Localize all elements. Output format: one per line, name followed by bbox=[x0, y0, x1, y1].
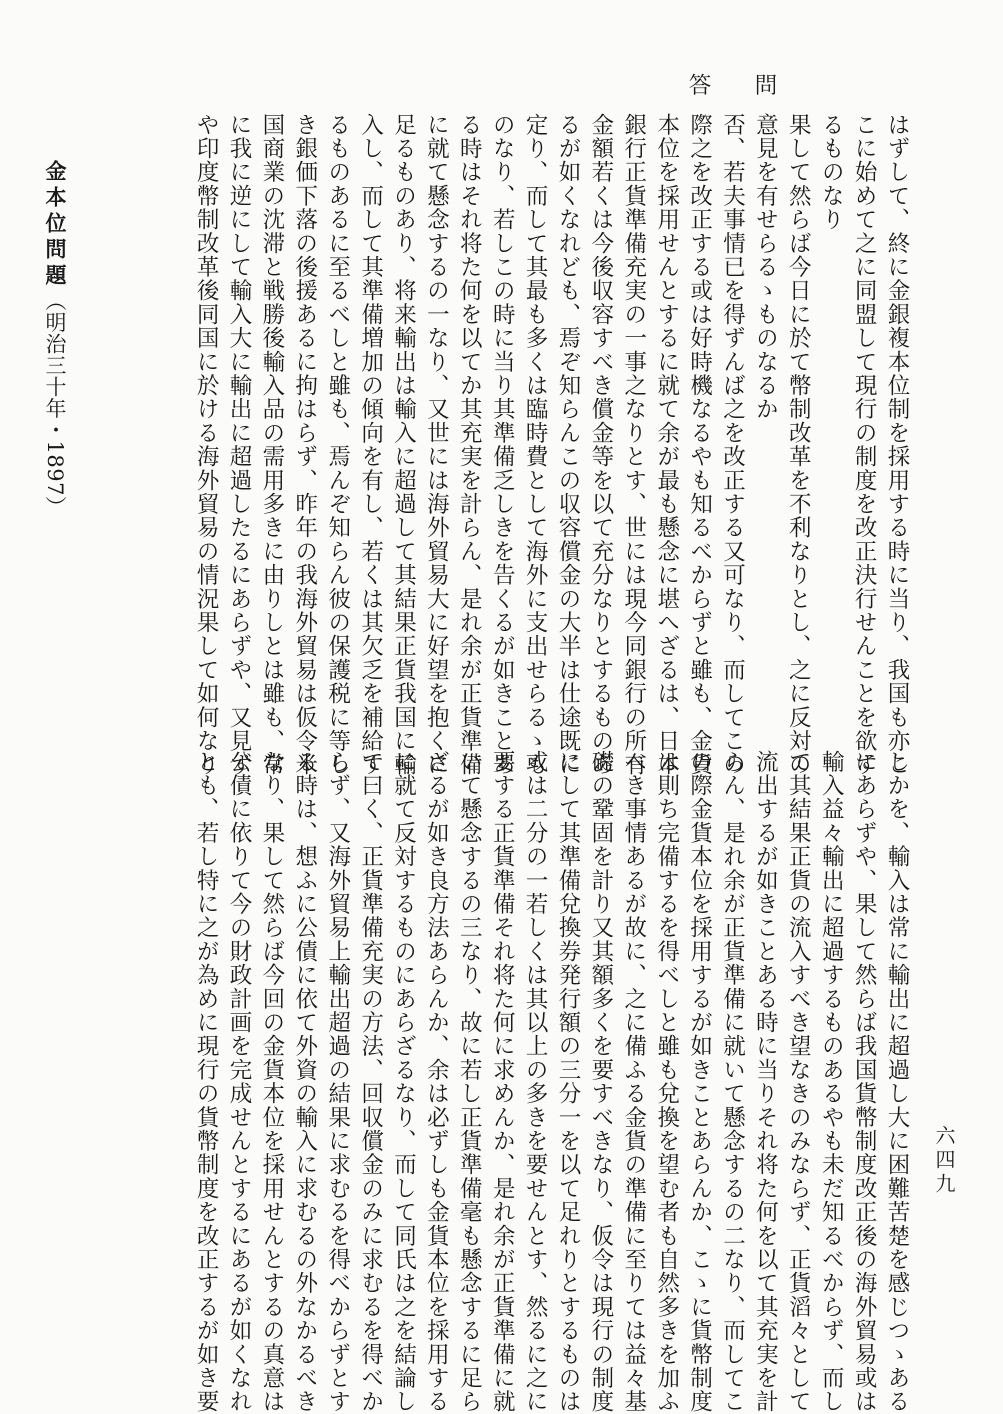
text-column: 意見を有せらるゝものなるか bbox=[752, 113, 779, 422]
text-column: る時は、想ふに公債に依て外資の輸入に求むるの外なかるべき bbox=[291, 750, 318, 1414]
text-column: るが如くなれども、焉ぞ知らんこの収容償金の大半は仕途既に bbox=[555, 113, 581, 777]
text-column: の際金貨本位を採用するが如きことあらんか、こゝに貨幣制度 bbox=[686, 750, 713, 1414]
text-column: こに始めて之に同盟して現行の制度を改正決行せんことを欲す bbox=[851, 113, 878, 777]
text-column: 銀行正貨準備充実の一事之なりとす、世には現今同銀行の所有 bbox=[620, 113, 647, 777]
text-column: のなり、若しこの時に当り其準備乏しきを告くるが如きことあ bbox=[489, 113, 516, 777]
question-label: 問 bbox=[751, 73, 777, 96]
text-column: らず、又海外貿易上輸出超過の結果に求むるを得べからずとす bbox=[324, 750, 351, 1414]
text-column: 定り、而して其最も多くは臨時費として海外に支出せらるゝも bbox=[522, 113, 549, 777]
text-column: 金額若くは今後収容すべき償金等を以て充分なりとするものあ bbox=[587, 113, 614, 777]
text-column: 果して然らば今日に於て幣制改革を不利なりとし、之に反対の bbox=[785, 113, 812, 777]
running-title bbox=[40, 160, 70, 517]
text-column: いて懸念するの三なり、故に若し正貨準備毫も懸念するに足ら bbox=[456, 750, 483, 1414]
text-column: べき事情あるが故に、之に備ふる金貨の準備に至りては益々基 bbox=[620, 750, 647, 1414]
text-column: とも、若し特に之が為めに現行の貨幣制度を改正するが如き要 bbox=[193, 750, 220, 1414]
text-column: て曰く、正貨準備充実の方法、回収償金のみに求むるを得べか bbox=[357, 750, 384, 1414]
text-column: 公債に依りて今の財政計画を完成せんとするにあるが如くなれ bbox=[226, 750, 252, 1414]
text-column: らん、是れ余が正貨準備に就いて懸念するの二なり、而してこ bbox=[719, 750, 746, 1414]
text-column: にして其準備兌換券発行額の三分一を以て足れりとするものは bbox=[555, 750, 581, 1414]
text-column: ざるが如き良方法あらんか、余は必ずしも金貨本位を採用する bbox=[423, 750, 450, 1414]
text-column: に就て反対するものにあらざるなり、而して同氏は之を結論し bbox=[390, 750, 417, 1414]
text-column: 要する正貨準備それ将た何に求めんか、是れ余が正貨準備に就 bbox=[489, 750, 516, 1414]
text-column: 輸入益々輸出に超過するものあるやも未だ知るべからず、而し bbox=[818, 750, 845, 1414]
text-column: 本位を採用せんとするに就て余が最も懸念に堪へざるは、日本 bbox=[653, 113, 680, 777]
text-column: る時はそれ将た何を以てか其充実を計らん、是れ余が正貨準備 bbox=[456, 113, 483, 777]
text-column: 国商業の沈滞と戦勝後輸入品の需用多きに由りしとは雖も、常 bbox=[258, 113, 285, 777]
text-column: なり、果して然らば今回の金貨本位を採用せんとするの真意は bbox=[258, 750, 285, 1414]
text-column: は則ち完備するを得べしと雖も兌換を望む者も自然多きを加ふ bbox=[653, 750, 680, 1414]
text-column: 流出するが如きことある時に当りそれ将た何を以て其充実を計 bbox=[752, 750, 779, 1414]
text-column: しかを、輸入は常に輸出に超過し大に困難苦楚を感じつゝある bbox=[884, 750, 910, 1414]
page-number: 六四九 bbox=[932, 1125, 956, 1197]
text-column: や印度幣制改革後同国に於ける海外貿易の情況果して如何なり bbox=[193, 113, 220, 777]
text-column: 足るものあり、将来輸出は輸入に超過して其結果正貨我国に輸 bbox=[390, 113, 417, 777]
text-column: 否、若夫事情已を得ずんば之を改正する又可なり、而してこの bbox=[719, 113, 746, 777]
text-column: るものあるに至るべしと雖も、焉んぞ知らん彼の保護税に等し bbox=[324, 113, 351, 777]
text-column: はずして、終に金銀複本位制を採用する時に当り、我国も亦こ bbox=[884, 113, 910, 777]
text-column: 礎の鞏固を計り又其額多くを要すべきなり、仮令は現行の制度 bbox=[587, 750, 614, 1414]
running-title-main: 金本位問題 bbox=[43, 160, 68, 290]
text-column: 或は二分の一若しくは其以上の多きを要せんとす、然るに之に bbox=[522, 750, 549, 1414]
text-column: て其結果正貨の流入すべき望なきのみならず、正貨滔々として bbox=[785, 750, 812, 1414]
running-title-era: （明治三十年・1897） bbox=[43, 290, 67, 518]
text-column: 際之を改正する或は好時機なるやも知るべからずと雖も、金貨 bbox=[686, 113, 713, 777]
text-column: き銀価下落の後援あるに拘はらず、昨年の我海外貿易は仮令米 bbox=[291, 113, 318, 777]
text-column: るものなり bbox=[818, 113, 845, 232]
text-column: にあらずや、果して然らば我国貨幣制度改正後の海外貿易或は bbox=[851, 750, 878, 1414]
text-column: に我に逆にして輸入大に輸出に超過したるにあらずや、又見ず bbox=[226, 113, 252, 777]
text-column: に就て懸念するの一なり、又世には海外貿易大に好望を抱くに bbox=[423, 113, 450, 777]
answer-label: 答 bbox=[685, 73, 711, 96]
text-column: 入し、而して其準備増加の傾向を有し、若くは其欠乏を補給す bbox=[357, 113, 384, 777]
